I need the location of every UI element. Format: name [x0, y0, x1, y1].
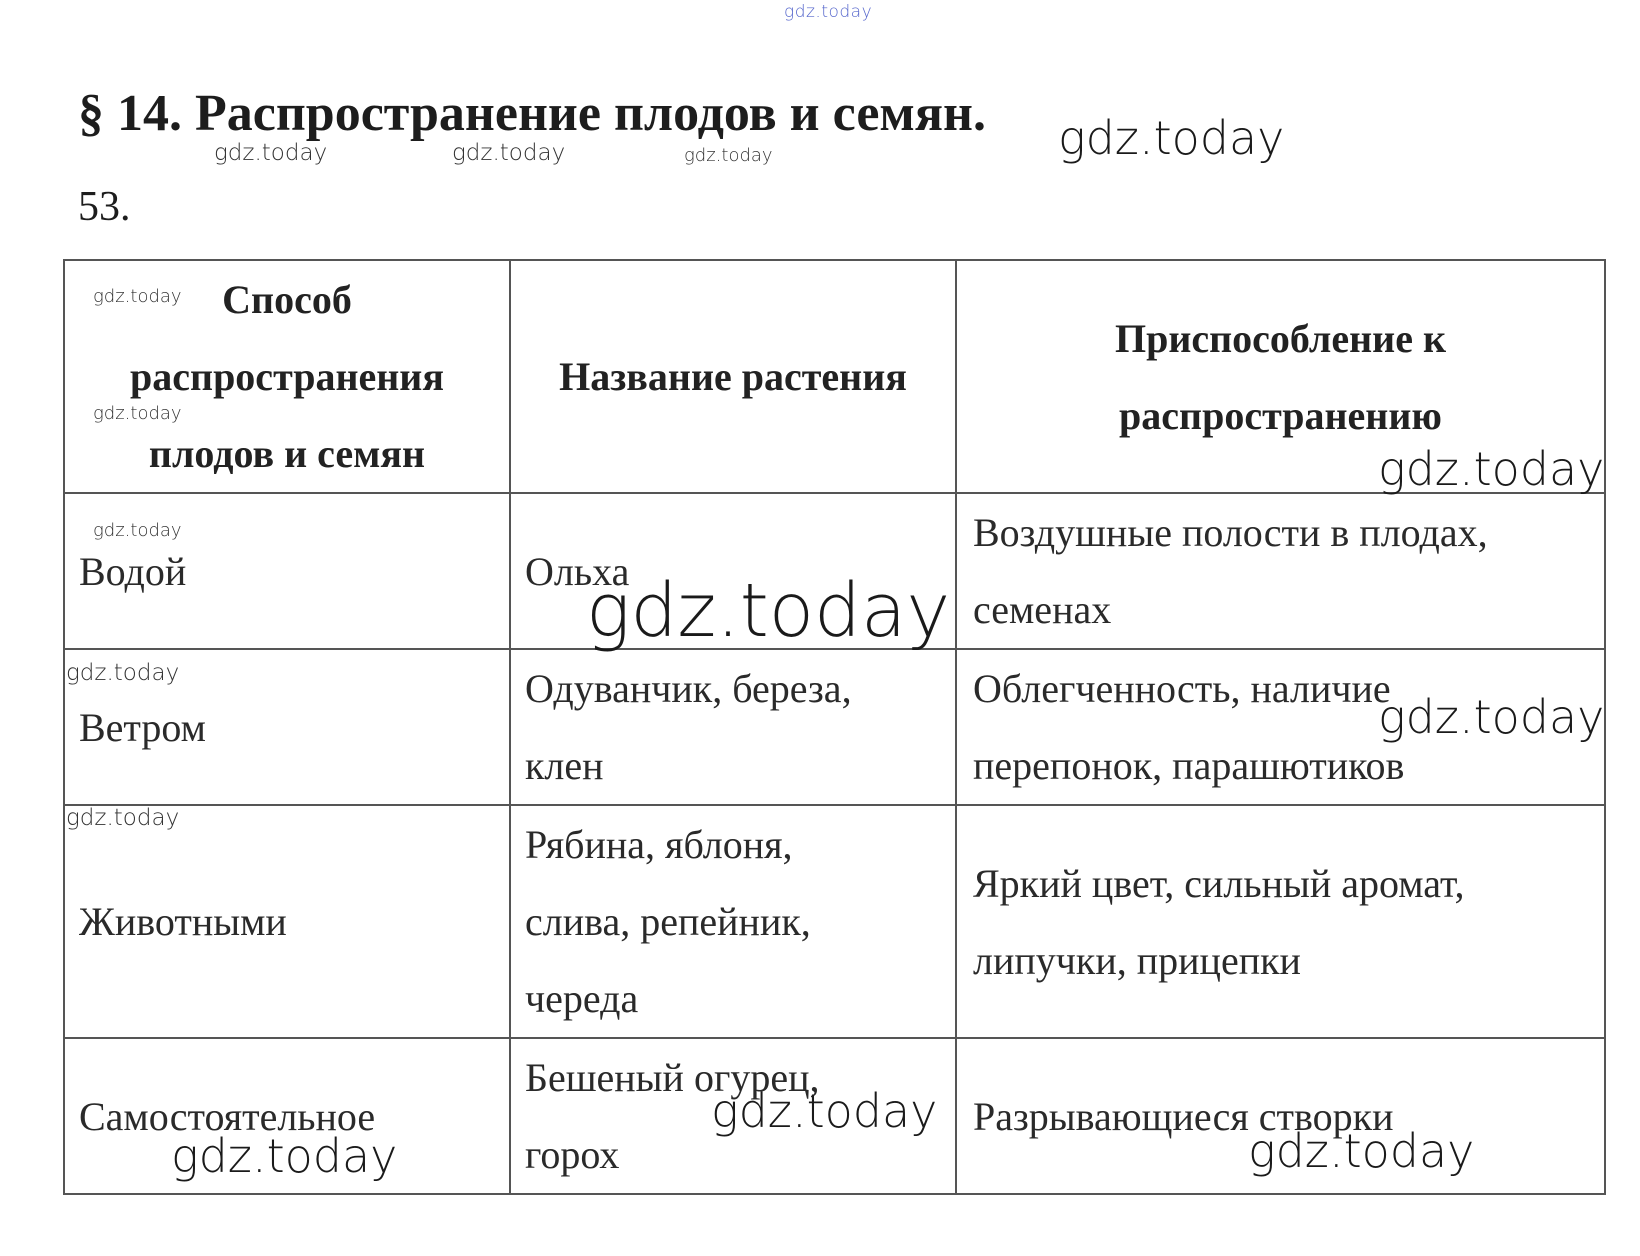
task-number: 53. — [78, 184, 131, 230]
header-adaptation: Приспособление к распространению — [1114, 315, 1447, 438]
watermark: gdz.today — [66, 805, 180, 831]
watermark: gdz.today — [171, 1129, 398, 1183]
watermark: gdz.today — [1248, 1124, 1475, 1178]
plant-cell: Рябина, яблоня, слива, репейник, череда — [525, 822, 811, 1021]
watermark: gdz.today — [93, 403, 182, 424]
table-cell — [956, 493, 1605, 649]
table-cell — [510, 649, 956, 805]
watermark: gdz.today — [93, 286, 182, 307]
watermark: gdz.today — [586, 568, 951, 654]
method-cell: Водой — [79, 548, 187, 594]
adaptation-cell: Яркий цвет, сильный аромат, липучки, прицепки — [973, 860, 1465, 983]
watermark: gdz.today — [1058, 111, 1285, 165]
adaptation-cell: Воздушные полости в плодах, семенах — [973, 510, 1488, 632]
watermark: gdz.today — [1378, 690, 1605, 744]
table-header-cell — [510, 260, 956, 493]
table-cell — [64, 493, 510, 649]
answer-table — [63, 259, 1606, 1195]
method-cell: Животными — [79, 899, 287, 944]
watermark: gdz.today — [214, 140, 328, 166]
watermark: gdz.today — [1378, 442, 1605, 496]
method-cell: Ветром — [79, 704, 206, 750]
watermark: gdz.today — [784, 2, 873, 22]
plant-cell: Ольха — [525, 548, 630, 594]
header-plant: Название растения — [559, 354, 907, 399]
table-cell — [64, 805, 510, 1038]
watermark: gdz.today — [684, 145, 773, 166]
plant-cell: Бешеный огурец, горох — [525, 1055, 820, 1177]
plant-cell: Одуванчик, береза, клен — [525, 666, 852, 788]
watermark: gdz.today — [711, 1084, 938, 1138]
adaptation-cell: Разрывающиеся створки — [973, 1093, 1394, 1139]
table-row — [64, 649, 1605, 805]
table-cell — [510, 805, 956, 1038]
watermark: gdz.today — [452, 140, 566, 166]
table-header-row — [64, 260, 1605, 493]
page-title: § 14. Распространение плодов и семян. — [78, 85, 986, 142]
method-cell: Самостоятельное — [79, 1093, 376, 1139]
header-method: Способ распространения плодов и семян — [130, 277, 444, 476]
watermark: gdz.today — [66, 660, 180, 686]
adaptation-cell: Облегченность, наличие перепонок, парашютиков — [973, 666, 1405, 788]
table-row — [64, 805, 1605, 1038]
table-cell — [956, 805, 1605, 1038]
watermark: gdz.today — [93, 520, 182, 541]
